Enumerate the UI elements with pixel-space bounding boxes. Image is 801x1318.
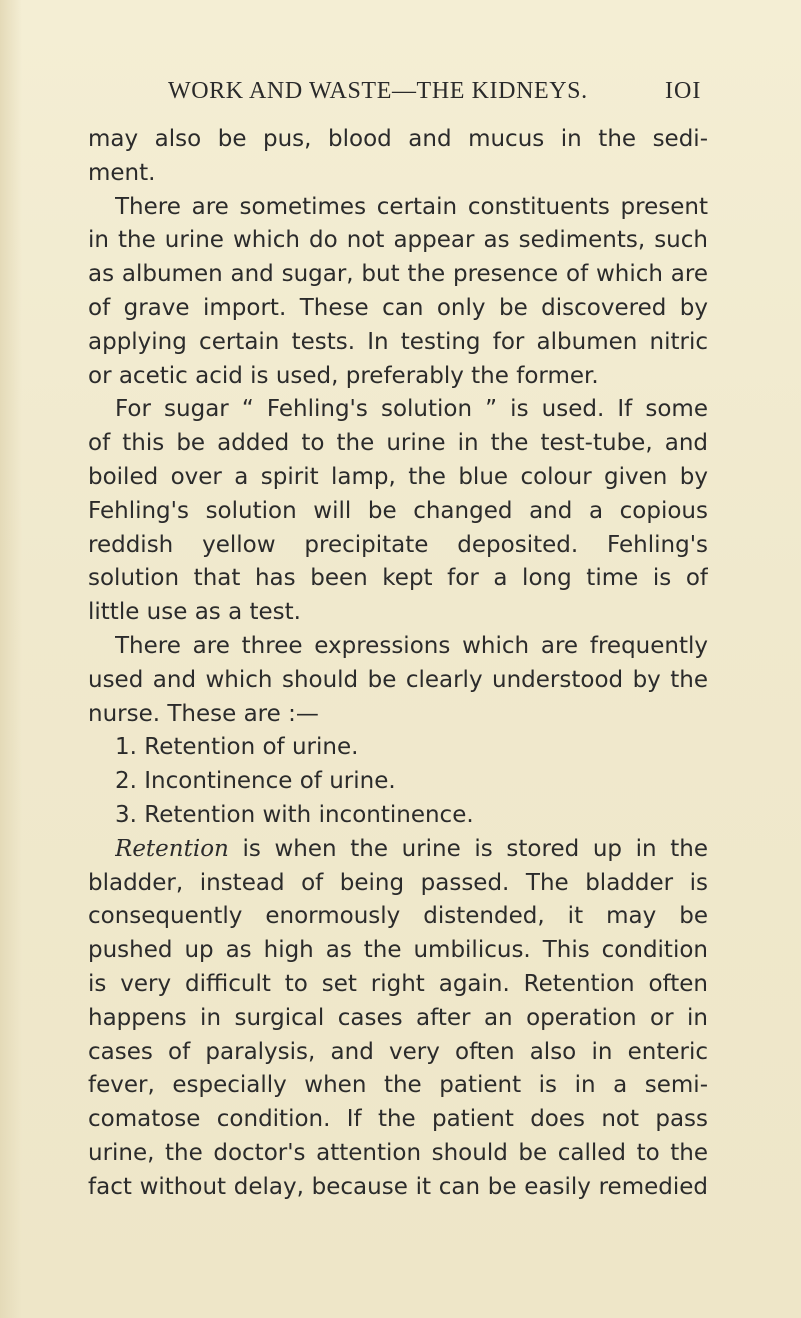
text-line: [88, 426, 708, 460]
text-line: [88, 494, 708, 528]
text-line: [88, 933, 708, 967]
text-line: [88, 291, 708, 325]
text-line: [115, 190, 708, 224]
text-line: [88, 325, 708, 359]
text-line: [88, 460, 708, 494]
running-head: WORK AND WASTE—THE KIDNEYS.: [168, 78, 588, 104]
page-header: [0, 78, 801, 112]
line-text: consequently enormously distended, it may be: [88, 903, 708, 929]
line-text: in the urine which do not appear as sediments, such: [88, 227, 708, 253]
line-text: For sugar “ Fehling's solution ” is used. If some: [115, 396, 708, 422]
line-text: little use as a test.: [88, 599, 301, 625]
text-line: [115, 730, 708, 764]
line-text: urine, the doctor's attention should be called to the: [88, 1140, 708, 1166]
text-line: [88, 967, 708, 1001]
page-number: IOI: [665, 78, 702, 104]
line-text: reddish yellow precipitate deposited. Fehling's: [88, 532, 708, 558]
text-line: [88, 697, 708, 731]
line-text: happens in surgical cases after an operation or in: [88, 1005, 708, 1031]
text-line: [88, 561, 708, 595]
text-line: [88, 1102, 708, 1136]
text-line: [115, 392, 708, 426]
text-line: [88, 866, 708, 900]
text-line: [115, 832, 708, 866]
line-text: may also be pus, blood and mucus in the sedi-: [88, 126, 708, 152]
text-line: [88, 359, 708, 393]
text-line: [88, 257, 708, 291]
text-line: [115, 629, 708, 663]
text-line: [115, 798, 708, 832]
text-line: [88, 1136, 708, 1170]
line-text: fact without delay, because it can be easily remedied: [88, 1174, 708, 1200]
line-text: Fehling's solution will be changed and a copious: [88, 498, 708, 524]
text-line: [88, 1068, 708, 1102]
line-text: There are sometimes certain constituents present: [115, 194, 708, 220]
line-text: boiled over a spirit lamp, the blue colour given by: [88, 464, 708, 490]
line-text: 1. Retention of urine.: [115, 734, 359, 760]
text-line: [115, 764, 708, 798]
line-text: of grave import. These can only be discovered by: [88, 295, 708, 321]
line-text: cases of paralysis, and very often also in enteric: [88, 1039, 708, 1065]
line-text: pushed up as high as the umbilicus. This condition: [88, 937, 708, 963]
line-text: solution that has been kept for a long time is of: [88, 565, 708, 591]
line-text: used and which should be clearly understood by the: [88, 667, 708, 693]
text-line: [88, 528, 708, 562]
page-gutter-shadow: [0, 0, 22, 1318]
line-text: 3. Retention with incontinence.: [115, 802, 474, 828]
line-text: or acetic acid is used, preferably the former.: [88, 363, 599, 389]
line-text: comatose condition. If the patient does not pass: [88, 1106, 708, 1132]
text-line: [88, 1001, 708, 1035]
text-line: [88, 1035, 708, 1069]
line-text: bladder, instead of being passed. The bladder is: [88, 870, 708, 896]
text-line: [88, 899, 708, 933]
line-text: as albumen and sugar, but the presence of which are: [88, 261, 708, 287]
line-text: applying certain tests. In testing for albumen nitric: [88, 329, 708, 355]
line-text: There are three expressions which are frequently: [115, 633, 708, 659]
text-line: [88, 122, 708, 156]
text-line: [88, 595, 708, 629]
line-text: fever, especially when the patient is in a semi-: [88, 1072, 708, 1098]
line-text: nurse. These are :—: [88, 701, 319, 727]
text-line: [88, 223, 708, 257]
italic-term: Retention: [115, 836, 229, 862]
text-line: [88, 1170, 708, 1204]
line-text: of this be added to the urine in the test-tube, and: [88, 430, 708, 456]
line-text: is very difficult to set right again. Retention often: [88, 971, 708, 997]
text-line: [88, 156, 708, 190]
line-text: 2. Incontinence of urine.: [115, 768, 396, 794]
line-text: ment.: [88, 160, 156, 186]
text-line: [88, 663, 708, 697]
line-text: is when the urine is stored up in the: [228, 836, 708, 862]
